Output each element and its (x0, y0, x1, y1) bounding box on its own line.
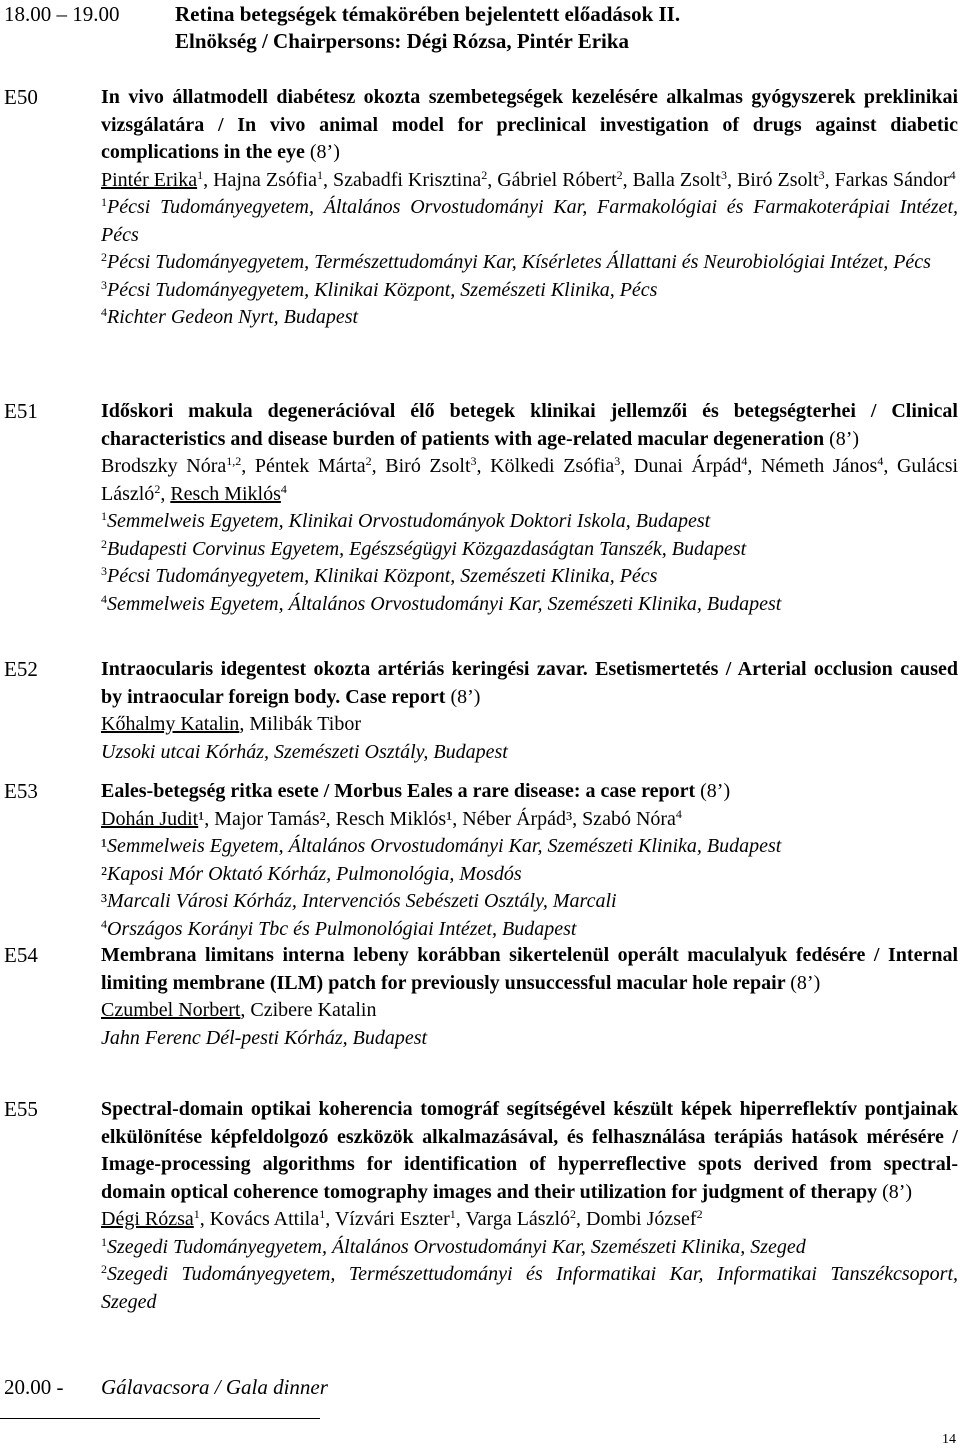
affiliation (101, 194, 958, 249)
author-name: Gábriel Róbert (497, 168, 617, 191)
author-name: Vízvári Eszter (334, 1208, 450, 1230)
author-list: Brodszky Nóra$^{1,2}$, Péntek Márta$^2$, Biró Zsolt$^3$, Kölkedi Zsófia$^3$, Dunai Árpád$^4$, Németh János$^4$, Gulácsi László$^2$, Resch Miklós$^4$ (101, 454, 959, 505)
gala-text: Gálavacsora / Gala dinner (101, 1375, 328, 1399)
abstract-duration: (8’) (829, 427, 860, 450)
affiliation-text: Richter Gedeon Nyrt, Budapest (107, 306, 359, 328)
abstract-title-text: Spectral-domain optikai koherencia tomográf segítségével készült képek hiperreflektív pontjainak elkülönítése képfeldolgozó eszközök alkalmazásával, és felhasználása terápiás hatások mérésére / Image-processing algorithms for identification of hyperreflective spots derived from spectral-domain optical coherence tomography images and their utilization for judgment of therapy (101, 1098, 958, 1203)
abstract-title-text: In vivo állatmodell diabétesz okozta szembetegségek kezelésére alkalmas gyógyszerek preklinikai vizsgálatára / In vivo animal model for preclinical investigation of drugs against diabetic complications in the eye (101, 86, 958, 163)
affiliation (101, 563, 958, 591)
affiliation-mark: 1 (101, 195, 107, 209)
author-name: Balla Zsolt (632, 168, 721, 191)
affiliation-mark: 4 (101, 591, 107, 606)
affiliation-mark: 4 (101, 916, 107, 931)
author-affiliation-mark: 3 (470, 454, 477, 468)
session-chairpersons: Elnökség / Chairpersons: Dégi Rózsa, Pintér Erika (175, 29, 630, 53)
abstract-body (101, 942, 958, 1052)
author-affiliation-mark: 1 (449, 1207, 456, 1221)
abstract-code: E52 (4, 657, 38, 681)
affiliation-text: Pécsi Tudományegyetem, Természettudományi Kar, Kísérletes Állattani és Neurobiológiai Intézet, Pécs (107, 251, 931, 273)
affiliation (101, 861, 958, 889)
affiliation (101, 739, 958, 767)
author-name: Szabó Nóra (582, 807, 676, 830)
affiliation (101, 916, 958, 944)
affiliation-text: Pécsi Tudományegyetem, Klinikai Központ, Szemészeti Klinika, Pécs (107, 565, 658, 587)
abstract-code: E50 (4, 85, 38, 109)
affiliation-text: Szegedi Tudományegyetem, Általános Orvostudományi Kar, Szemészeti Klinika, Szeged (107, 1235, 806, 1258)
abstract-title (101, 84, 958, 167)
author-name: Németh János (760, 455, 878, 477)
abstract-duration: (8’) (309, 141, 340, 163)
author-name: Néber Árpád (462, 807, 567, 830)
abstract-code: E55 (4, 1097, 38, 1121)
affiliation (101, 304, 958, 332)
affiliation-text: Pécsi Tudományegyetem, Klinikai Központ, Szemészeti Klinika, Pécs (107, 278, 658, 301)
affiliation-mark: ³ (101, 890, 107, 912)
author-affiliation-mark: ¹ (446, 807, 453, 830)
affiliation-mark: 2 (101, 1262, 107, 1276)
abstract-title (101, 942, 958, 997)
abstract-title (101, 778, 958, 806)
session-title: Retina betegségek témakörében bejelentett előadások II. (175, 2, 681, 26)
affiliation-text: Semmelweis Egyetem, Klinikai Orvostudományok Doktori Iskola, Budapest (107, 510, 711, 532)
page-number: 14 (942, 1432, 956, 1447)
affiliation (101, 1234, 958, 1262)
abstract-code: E54 (4, 943, 38, 967)
author-name: Brodszky Nóra (101, 455, 227, 477)
author-affiliation-mark: 2 (365, 454, 372, 468)
author-name: Major Tamás (214, 807, 320, 830)
affiliation-text: Jahn Ferenc Dél-pesti Kórház, Budapest (101, 1026, 428, 1049)
author-name: Dunai Árpád (633, 455, 742, 477)
author-affiliation-mark: 4 (675, 806, 682, 821)
abstract-title-text: Membrana limitans interna lebeny korábban sikertelenül operált maculalyuk fedésére / Internal limiting membrane (ILM) patch for previously unsuccessful macular hole repair (101, 944, 958, 994)
author-affiliation-mark: 4 (741, 454, 748, 468)
affiliation-mark: 2 (101, 536, 107, 551)
author-affiliation-mark: 2 (481, 167, 488, 182)
author-affiliation-mark: 4 (877, 454, 884, 468)
author-affiliation-mark: ¹ (198, 807, 205, 830)
author-name: Biró Zsolt (385, 455, 471, 477)
footer-divider (0, 1418, 320, 1419)
author-affiliation-mark: 3 (614, 454, 621, 468)
author-affiliation-mark: ³ (566, 807, 573, 830)
author-name: Dégi Rózsa (101, 1208, 194, 1230)
author-name: Péntek Márta (254, 455, 366, 477)
author-affiliation-mark: 1 (316, 167, 323, 182)
abstract-code: E51 (4, 399, 38, 423)
author-list: Pintér Erika$^1$, Hajna Zsófia$^1$, Szabadfi Krisztina$^2$, Gábriel Róbert$^2$, Balla Zsolt$^3$, Biró Zsolt$^3$, Farkas Sándor$^4$ (101, 167, 956, 191)
abstract-body (101, 656, 958, 766)
author-affiliation-mark: 1 (197, 167, 204, 182)
author-name: Hajna Zsófia (213, 168, 317, 191)
affiliation-text: Budapesti Corvinus Egyetem, Egészségügyi Közgazdaságtan Tanszék, Budapest (107, 537, 747, 560)
author-name: Kölkedi Zsófia (490, 455, 615, 477)
author-affiliation-mark: 2 (616, 167, 623, 182)
author-name: Biró Zsolt (736, 168, 819, 191)
affiliation (101, 277, 958, 305)
abstract-title-text: Intraocularis idegentest okozta artériás keringési zavar. Esetismertetés / Arterial occlusion caused by intraocular foreign body. Case report (101, 658, 958, 708)
author-affiliation-mark: 2 (154, 481, 161, 496)
abstract-duration: (8’) (790, 971, 821, 994)
author-list: Czumbel Norbert, Czibere Katalin (101, 999, 377, 1021)
author-affiliation-mark: 3 (818, 167, 825, 182)
affiliation-text: Marcali Városi Kórház, Intervenciós Sebészeti Osztály, Marcali (107, 890, 617, 912)
abstract-code: E53 (4, 779, 38, 803)
abstract-body (101, 1096, 958, 1316)
affiliation-mark: 3 (101, 564, 107, 578)
abstract-title-text: Időskori makula degenerációval élő betegek klinikai jellemzői és betegségterhei / Clinical characteristics and disease burden of patients with age-related macular degeneration (101, 400, 958, 450)
author-list: Kőhalmy Katalin, Milibák Tibor (101, 713, 362, 735)
affiliation-text: Uzsoki utcai Kórház, Szemészeti Osztály, Budapest (101, 740, 508, 763)
author-name: Kovács Attila (209, 1208, 320, 1230)
affiliation (101, 888, 958, 916)
affiliation (101, 249, 958, 277)
author-name: Resch Miklós (335, 807, 447, 830)
abstract-duration: (8’) (700, 780, 731, 802)
author-affiliation-mark: 2 (696, 1207, 703, 1221)
abstract-title (101, 656, 958, 711)
affiliation (101, 536, 958, 564)
author-name: Pintér Erika (101, 168, 198, 191)
abstract-body (101, 778, 958, 943)
author-name: Kőhalmy Katalin (101, 713, 240, 735)
affiliation-text: Semmelweis Egyetem, Általános Orvostudományi Kar, Szemészeti Klinika, Budapest (107, 592, 782, 615)
abstract-duration: (8’) (882, 1180, 913, 1203)
author-name: Farkas Sándor (834, 168, 950, 191)
author-affiliation-mark: 4 (949, 167, 956, 182)
gala-time: 20.00 - (4, 1375, 64, 1399)
author-list: Dégi Rózsa$^1$, Kovács Attila$^1$, Vízvári Eszter$^1$, Varga László$^2$, Dombi József$^2$ (101, 1207, 703, 1230)
author-name: Szabadfi Krisztina (332, 168, 482, 191)
affiliation-text: Pécsi Tudományegyetem, Általános Orvostudományi Kar, Farmakológiai és Farmakoterápiai Intézet, Pécs (101, 196, 958, 246)
author-affiliation-mark: 1 (319, 1207, 326, 1221)
abstract-duration: (8’) (450, 685, 481, 708)
author-name: Gulácsi László (101, 455, 959, 505)
author-name: Resch Miklós (170, 482, 281, 505)
affiliation-mark: ¹ (101, 835, 107, 857)
header-time: 18.00 – 19.00 (4, 2, 120, 26)
affiliation-mark: 2 (101, 250, 107, 264)
affiliation (101, 591, 958, 619)
affiliation-mark: 1 (101, 509, 107, 523)
affiliation (101, 1025, 958, 1053)
author-name: Czumbel Norbert (101, 999, 241, 1021)
affiliation (101, 508, 958, 536)
affiliation-mark: 4 (101, 305, 107, 319)
abstract-title-text: Eales-betegség ritka esete / Morbus Eales a rare disease: a case report (101, 780, 696, 802)
author-name: Varga László (465, 1208, 571, 1230)
author-affiliation-mark: 1,2 (226, 454, 242, 468)
author-name: Dombi József (586, 1208, 697, 1230)
abstract-body (101, 84, 958, 332)
author-affiliation-mark: ² (319, 807, 326, 830)
affiliation-text: Kaposi Mór Oktató Kórház, Pulmonológia, Mosdós (107, 862, 522, 885)
abstract-title (101, 398, 958, 453)
affiliation-text: Szegedi Tudományegyetem, Természettudományi és Informatikai Kar, Informatikai Tanszékcsoport, Szeged (101, 1263, 958, 1313)
abstract-body (101, 398, 958, 618)
affiliation-text: Semmelweis Egyetem, Általános Orvostudományi Kar, Szemészeti Klinika, Budapest (107, 835, 782, 857)
author-affiliation-mark: 1 (193, 1207, 200, 1221)
author-name: Czibere Katalin (250, 999, 377, 1021)
author-name: Dohán Judit (101, 807, 199, 830)
author-list: Dohán Judit¹, Major Tamás², Resch Miklós¹, Néber Árpád³, Szabó Nóra$^4$ (101, 806, 682, 830)
affiliation-mark: 3 (101, 277, 107, 292)
abstract-title (101, 1096, 958, 1206)
gala-dinner (4, 1374, 328, 1401)
author-name: Milibák Tibor (249, 713, 362, 735)
author-affiliation-mark: 4 (280, 481, 287, 496)
author-affiliation-mark: 3 (720, 167, 727, 182)
author-affiliation-mark: 2 (570, 1207, 577, 1221)
affiliation-text: Országos Korányi Tbc és Pulmonológiai Intézet, Budapest (107, 917, 577, 940)
affiliation (101, 833, 958, 861)
affiliation-mark: 1 (101, 1234, 107, 1249)
affiliation-mark: ² (101, 862, 107, 885)
affiliation (101, 1261, 958, 1316)
